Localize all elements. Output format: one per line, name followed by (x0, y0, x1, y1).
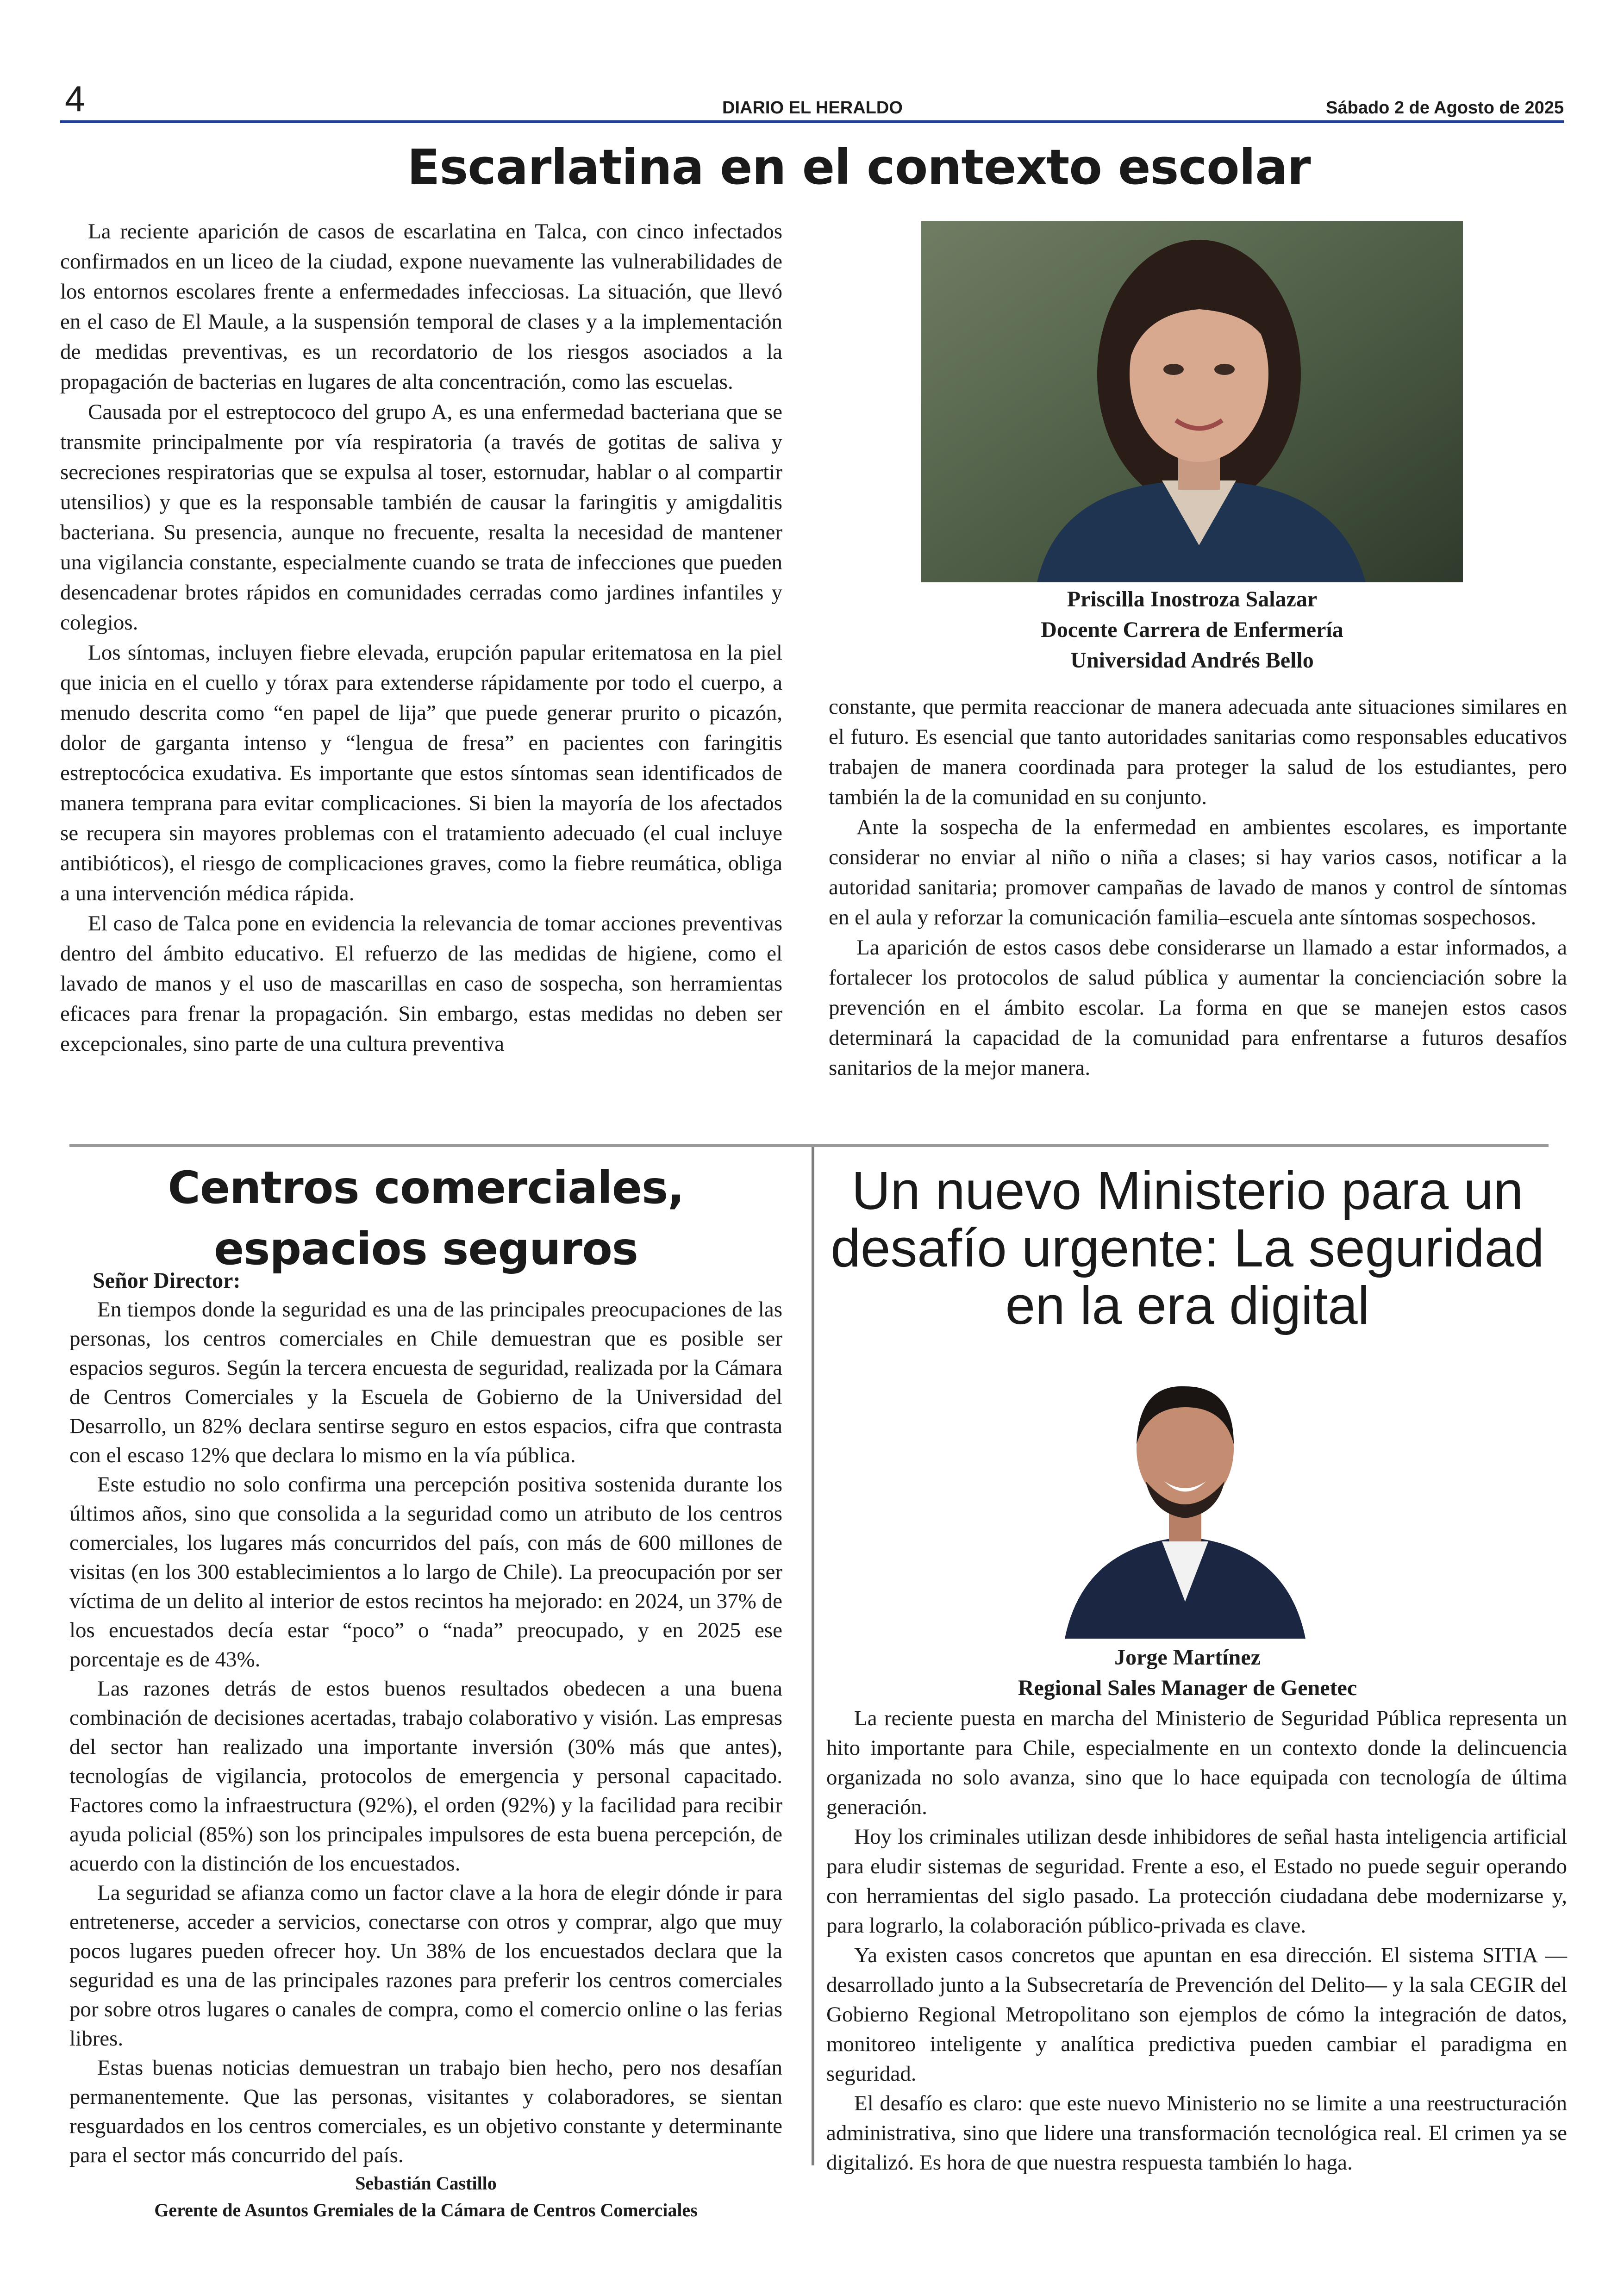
article-2-title: Centros comerciales, espacios seguros (168, 1162, 684, 1275)
letter-salutation: Señor Director: (93, 1268, 241, 1293)
caption-role: Docente Carrera de Enfermería (1041, 617, 1343, 642)
article-1-paragraph: Ante la sospecha de la enfermedad en ambientes escolares, es importante considerar no enviar al niño o niña a clases; si hay varios casos, notificar a la autoridad sanitaria; promover campañas de lavado de manos y control de síntomas en el aula y reforzar la comunicación familia–escuela ante síntomas sospechosos. (829, 815, 1567, 929)
article-3-column (826, 1703, 1567, 2177)
caption-name: Jorge Martínez (1114, 1645, 1261, 1670)
article-1-title: Escarlatina en el contexto escolar (407, 139, 1311, 195)
article-2-paragraph: En tiempos donde la seguridad es una de las principales preocupaciones de las personas, los centros comerciales en Chile demuestran que es posible ser espacios seguros. Según la tercera encuesta de seguridad, realizada por la Cámara de Centros Comerciales y la Escuela de Gobierno de la Universidad del Desarrollo, un 82% declara sentirse seguro en estos espacios, cifra que contrasta con el escaso 12% que declara lo mismo en la vía pública. (69, 1297, 782, 1467)
article-1-paragraph: El caso de Talca pone en evidencia la relevancia de tomar acciones preventivas dentro del ámbito educativo. El refuerzo de las medidas de higiene, como el lavado de manos y el uso de mascarillas en caso de sospecha, son herramientas eficaces para frenar la propagación. Sin embargo, estas medidas no deben ser excepcionales, sino parte de una cultura preventiva (60, 911, 782, 1056)
issue-date: Sábado 2 de Agosto de 2025 (1326, 98, 1564, 118)
article-2-paragraph: Las razones detrás de estos buenos resultados obedecen a una buena combinación de decisiones acertadas, trabajo colaborativo y visión. Las empresas del sector han realizado una importante inversión (30% más que antes), tecnologías de vigilancia, protocolos de emergencia y personal capacitado. Factores como la infraestructura (92%), el orden (92%) y la facilidad para recibir ayuda policial (85%) son los principales impulsores de esta buena percepción, de acuerdo con la distinción de los encuestados. (69, 1677, 782, 1876)
article-1-paragraph: La reciente aparición de casos de escarlatina en Talca, con cinco infectados confirmados en un liceo de la ciudad, expone nuevamente las vulnerabilidades de los entornos escolares frente a enfermedades infecciosas. La situación, que llevó en el caso de El Maule, a la suspensión temporal de clases y a la implementación de medidas preventivas, es un recordatorio de los riesgos asociados a la propagación de bacterias en lugares de alta concentración, como las escuelas. (60, 219, 782, 394)
portrait-illustration (921, 221, 1463, 582)
article-2-column (69, 1266, 782, 2224)
portrait-illustration (1065, 1342, 1305, 1639)
letter-signature-role: Gerente de Asuntos Gremiales de la Cámara de Centros Comerciales (154, 2200, 698, 2220)
article-3-caption (880, 1642, 1495, 1703)
caption-name: Priscilla Inostroza Salazar (1067, 587, 1318, 611)
article-1-paragraph: La aparición de estos casos debe considerarse un llamado a estar informados, a fortalecer los protocolos de salud pública y aumentar la concienciación sobre la prevención en el ámbito escolar. La forma en que se manejen estos casos determinará la capacidad de la comunidad para enfrentarse a futuros desafíos sanitarios de la mejor manera. (829, 935, 1567, 1080)
article-2-paragraph: Estas buenas noticias demuestran un trabajo bien hecho, pero nos desafían permanentemente. Que las personas, visitantes y colaboradores, se sientan resguardados en los centros comerciales, es un objetivo constante y determinante para el sector más concurrido del país. (69, 2056, 782, 2167)
article-3-paragraph: La reciente puesta en marcha del Ministerio de Seguridad Pública representa un hito importante para Chile, especialmente en un contexto donde la delincuencia organizada no solo avanza, sino que lo hace equipada con tecnología de última generación. (826, 1706, 1567, 1819)
article-1-paragraph: constante, que permita reaccionar de manera adecuada ante situaciones similares en el futuro. Es esencial que tanto autoridades sanitarias como responsables educativos trabajen de manera coordinada para proteger la salud de los estudiantes, pero también la de la comunidad en su conjunto. (829, 695, 1567, 809)
article-1-paragraph: Causada por el estreptococo del grupo A, es una enfermedad bacteriana que se transmite principalmente por vía respiratoria (a través de gotitas de saliva y secreciones respiratorias que se expulsa al toser, estornudar, hablar o al compartir utensilios) y que es la responsable también de causar la faringitis y amigdalitis bacteriana. Su presencia, aunque no frecuente, resalta la necesidad de mantener una vigilancia constante, especialmente cuando se trata de infecciones que pueden desencadenar brotes rápidos en comunidades cerradas como jardines infantiles y colegios. (60, 400, 782, 635)
newspaper-name: DIARIO EL HERALDO (722, 98, 903, 118)
header-rule (60, 120, 1564, 123)
author-photo-priscilla (921, 221, 1463, 582)
article-3-paragraph: Ya existen casos concretos que apuntan en esa dirección. El sistema SITIA —desarrollado junto a la Subsecretaría de Prevención del Delito— y la sala CEGIR del Gobierno Regional Metropolitano son ejemplos de cómo la integración de datos, monitoreo inteligente y analítica predictiva pueden cambiar el paradigma en seguridad. (826, 1943, 1567, 2086)
caption-org: Universidad Andrés Bello (1070, 648, 1314, 673)
article-3-paragraph: El desafío es claro: que este nuevo Ministerio no se limite a una reestructuración administrativa, sino que lidere una transformación tecnológica real. El crimen ya se digitalizó. Es hora de que nuestra respuesta también lo haga. (826, 2091, 1567, 2175)
article-1-right-column (829, 692, 1567, 1083)
caption-role: Regional Sales Manager de Genetec (1018, 1676, 1357, 1700)
page-number: 4 (65, 78, 85, 119)
author-photo-jorge (1065, 1342, 1305, 1639)
article-1-left-column (60, 217, 782, 1059)
article-3-paragraph: Hoy los criminales utilizan desde inhibidores de señal hasta inteligencia artificial para eludir sistemas de seguridad. Frente a eso, el Estado no puede seguir operando con herramientas del siglo pasado. La protección ciudadana debe modernizarse y, para lograrlo, la colaboración público-privada es clave. (826, 1825, 1567, 1938)
article-1-caption (921, 584, 1463, 676)
section-divider (69, 1144, 1549, 1147)
column-divider (812, 1147, 814, 2165)
article-2-paragraph: La seguridad se afianza como un factor clave a la hora de elegir dónde ir para entretenerse, acceder a servicios, conectarse con otros y comprar, algo que muy pocos lugares pueden ofrecer hoy. Un 38% de los encuestados declara que la seguridad es una de las principales razones para preferir los centros comerciales por sobre otros lugares o canales de compra, como el comercio online o las ferias libres. (69, 1881, 782, 2051)
article-1-paragraph: Los síntomas, incluyen fiebre elevada, erupción papular eritematosa en la piel que inicia en el cuello y tórax para extenderse rápidamente por todo el cuerpo, a menudo descrita como “en papel de lija” que puede generar prurito o picazón, dolor de garganta intenso y “lengua de fresa” en pacientes con faringitis estreptocócica exudativa. Es importante que estos síntomas sean identificados de manera temprana para evitar complicaciones. Si bien la mayoría de los afectados se recupera sin mayores problemas con el tratamiento adecuado (el cual incluye antibióticos), el riesgo de complicaciones graves, como la fiebre reumática, obliga a una intervención médica rápida. (60, 641, 782, 905)
letter-signature-name: Sebastián Castillo (355, 2173, 497, 2194)
article-3-title: Un nuevo Ministerio para un desafío urgente: La seguridad en la era digital (831, 1160, 1544, 1335)
article-2-paragraph: Este estudio no solo confirma una percepción positiva sostenida durante los últimos años, sino que consolida a la seguridad como un atributo de los centros comerciales, los lugares más concurridos del país, con más de 600 millones de visitas (en los 300 establecimientos a lo largo de Chile). La preocupación por ser víctima de un delito al interior de estos recintos ha mejorado: en 2024, un 37% de los encuestados decía estar “poco” o “nada” preocupado, y en 2025 ese porcentaje es de 43%. (69, 1472, 782, 1671)
